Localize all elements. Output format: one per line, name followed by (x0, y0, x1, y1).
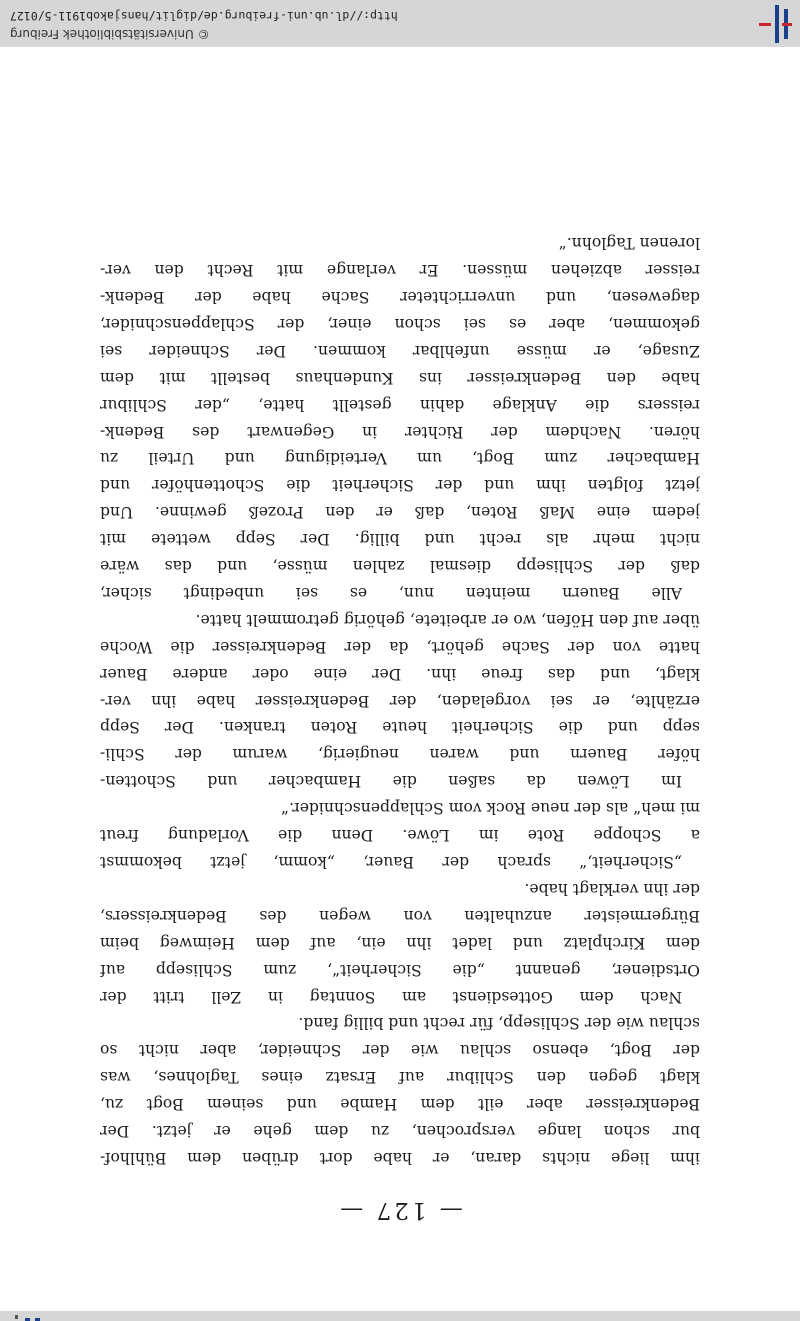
university-logo-icon[interactable] (752, 5, 792, 43)
footer-mark (15, 1315, 18, 1319)
text-line: Nach dem Gottesdienst am Sonntag in Zell tritt der (100, 987, 682, 1006)
footer-strip (0, 1311, 800, 1321)
text-line: Hambacher zum Bogt, um Verteidigung und Urteil zu (100, 449, 700, 468)
text-line: Ortsdiener, genannt „die Sicherheit“, zum Schlisepp auf (100, 960, 700, 979)
text-line: jetzt folgten ihm und der Sicherheit die Schottenhöfer und (100, 476, 700, 495)
text-line: Bürgermeister anzuhalten von wegen des Bedenkreissers, (100, 906, 700, 925)
page-text (100, 229, 700, 1171)
text-line: klagt, und das freue ihn. Der eine oder andere Bauer (100, 664, 700, 683)
text-line: reisser abziehen müssen. Er verlange mit Recht den ver- (100, 261, 700, 280)
source-url-link[interactable]: http://dl.ub.uni-freiburg.de/diglit/hansjakob1911-5/0127 (10, 9, 398, 23)
text-line: a Schoppe Rote im Löwe. Denn die Vorladung freut (100, 826, 700, 845)
text-line: bur schon lange versprochen, zu dem gehe er jetzt. Der (100, 1122, 700, 1141)
text-line: „Sicherheit,“ sprach der Bauer, „komm, jetzt bekommst (100, 853, 682, 872)
text-line: nicht mehr als recht und billig. Der Sepp wettete mit (100, 530, 700, 549)
text-line: dem Kirchplatz und ladet ihn ein, auf dem Heimweg beim (100, 933, 700, 952)
text-line: dagewesen, und unverrichteter Sache habe der Bedenk- (100, 288, 700, 306)
text-line: reissers die Anklage dahin gestellt hatte, „der Schlibur (100, 395, 700, 414)
text-line: über auf den Höfen, wo er arbeitete, gehörig getrommelt hatte. (195, 610, 700, 629)
text-line: mi meh“ als der neue Rock vom Schlappenschnider.“ (281, 799, 700, 818)
text-line: klagt gegen den Schlibur auf Ersatz eines Taglohnes, was (100, 1068, 700, 1087)
text-line: Bedenkreisser aber eilt dem Hambe und seinem Bogt zu, (100, 1095, 700, 1114)
text-line: der Bogt, ebenso schlau wie der Schneider, aber nicht so (100, 1041, 700, 1060)
logo-bar (775, 5, 779, 43)
text-line: habe den Bedenkreisser ins Kundenhaus bestellt mit dem (100, 368, 700, 387)
text-line: gekommen, aber es sei schon einer, der Schlappenschnider, (100, 314, 700, 333)
book-page (100, 229, 700, 1261)
text-line: jedem eine Maß Roten, daß er den Prozeß gewinne. Und (100, 503, 700, 522)
text-line: daß der Schlisepp diesmal zahlen müsse, und das wäre (100, 557, 700, 576)
header-bar (0, 0, 800, 47)
logo-stroke (759, 23, 771, 26)
text-line: hatte von der Sache gehört, da der Bedenkreisser die Woche (100, 637, 700, 656)
page-number: — 127 — (337, 1197, 463, 1223)
text-line: Im Löwen da saßen die Hambacher und Schotten- (100, 772, 682, 791)
text-line: höfer Bauern und waren neugierig, warum der Schli- (100, 745, 700, 764)
text-line: der ihn verklagt habe. (524, 879, 700, 898)
text-line: lorenen Taglohn.“ (558, 234, 700, 253)
logo-stroke (782, 23, 792, 26)
text-line: hören. Nachdem der Richter in Gegenwart des Bedenk- (100, 422, 700, 441)
text-line: ihm liege nichts daran, er habe dort drüben dem Bühlhof- (100, 1149, 700, 1167)
text-line: sepp und die Sicherheit heute Roten tranken. Der Sepp (100, 718, 700, 737)
copyright-notice: © Universitätsbibliothek Freiburg (10, 27, 210, 41)
text-line: Zusage, er müsse unfehlbar kommen. Der Schneider sei (100, 341, 700, 360)
text-line: erzählte, er sei vorgeladen, der Bedenkreisser habe ihn ver- (100, 691, 700, 710)
text-line: schlau wie der Schlisepp, für recht und billig fand. (298, 1014, 700, 1033)
text-line: Alle Bauern meinten nun, es sei unbedingt sicher, (100, 583, 682, 602)
